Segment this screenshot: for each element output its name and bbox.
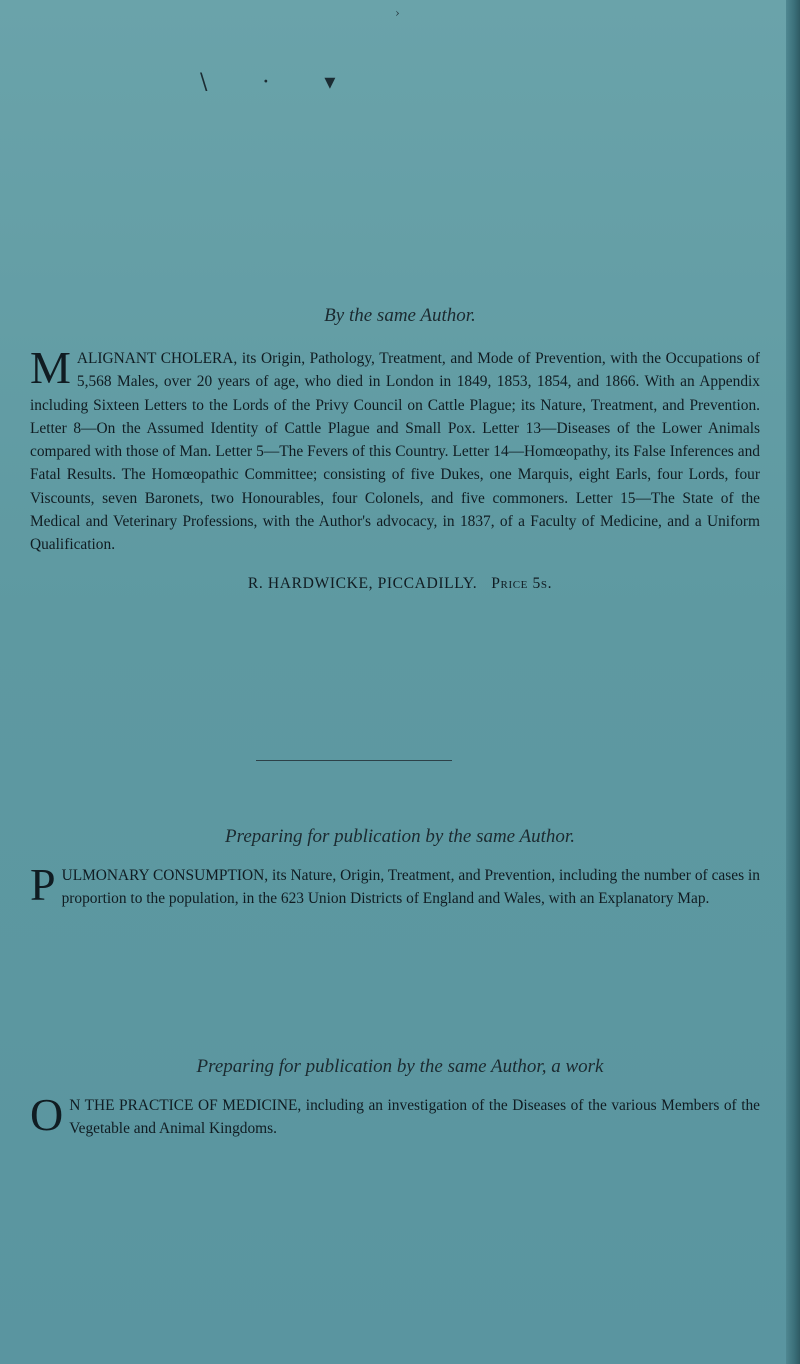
drop-cap: O <box>30 1089 64 1140</box>
top-mark: › <box>395 6 400 20</box>
book-description <box>30 1089 760 1141</box>
imprint <box>0 575 800 593</box>
page-edge-shadow <box>786 0 800 1364</box>
description-text: ULMONARY CONSUMPTION, its Nature, Origin, Treatment, and Prevention, including the number of cases in proportion to the population, in the 623 Union Districts of England and Wales, with an Explanatory Map. <box>61 867 760 908</box>
drop-cap: M <box>30 342 71 393</box>
book-description <box>30 342 760 557</box>
section-malignant-cholera <box>0 305 800 593</box>
description-text: ALIGNANT CHOLERA, its Origin, Pathology, Treatment, and Mode of Prevention, with the Occupations of 5,568 Males, over 20 years of age, who died in London in 1849, 1853, 1854, and 1866. With an Appendix including Sixteen Letters to the Lords of the Privy Council on Cattle Plague; its Nature, Treatment, and Prevention. Letter 8—On the Assumed Identity of Cattle Plague and Small Pox. Letter 13—Diseases of the Lower Animals compared with those of Man. Letter 5—The Fevers of this Country. Letter 14—Homœopathy, its False Inferences and Fatal Results. The Homœopathic Committee; consisting of five Dukes, one Marquis, eight Earls, four Lords, four Viscounts, seven Baronets, two Honourables, four Colonels, and five commoners. Letter 15—The State of the Medical and Veterinary Professions, with the Author's advocacy, in 1837, of a Faculty of Medicine, and a Uniform Qualification. <box>30 350 760 554</box>
stray-marks: \ · ▾ <box>200 70 360 95</box>
drop-cap: P <box>30 859 56 910</box>
divider-rule <box>256 760 452 761</box>
book-description <box>30 859 760 911</box>
section-heading: By the same Author. <box>324 305 476 326</box>
publisher: R. HARDWICKE, PICCADILLY. <box>247 574 478 592</box>
section-pulmonary-consumption <box>0 826 800 911</box>
price: Price 5s. <box>491 574 553 592</box>
section-heading: Preparing for publication by the same Author, a work <box>196 1056 604 1077</box>
description-text: N THE PRACTICE OF MEDICINE, including an investigation of the Diseases of the various Members of the Vegetable and Animal Kingdoms. <box>69 1097 760 1138</box>
section-heading: Preparing for publication by the same Author. <box>225 826 575 847</box>
section-practice-of-medicine <box>0 1056 800 1141</box>
